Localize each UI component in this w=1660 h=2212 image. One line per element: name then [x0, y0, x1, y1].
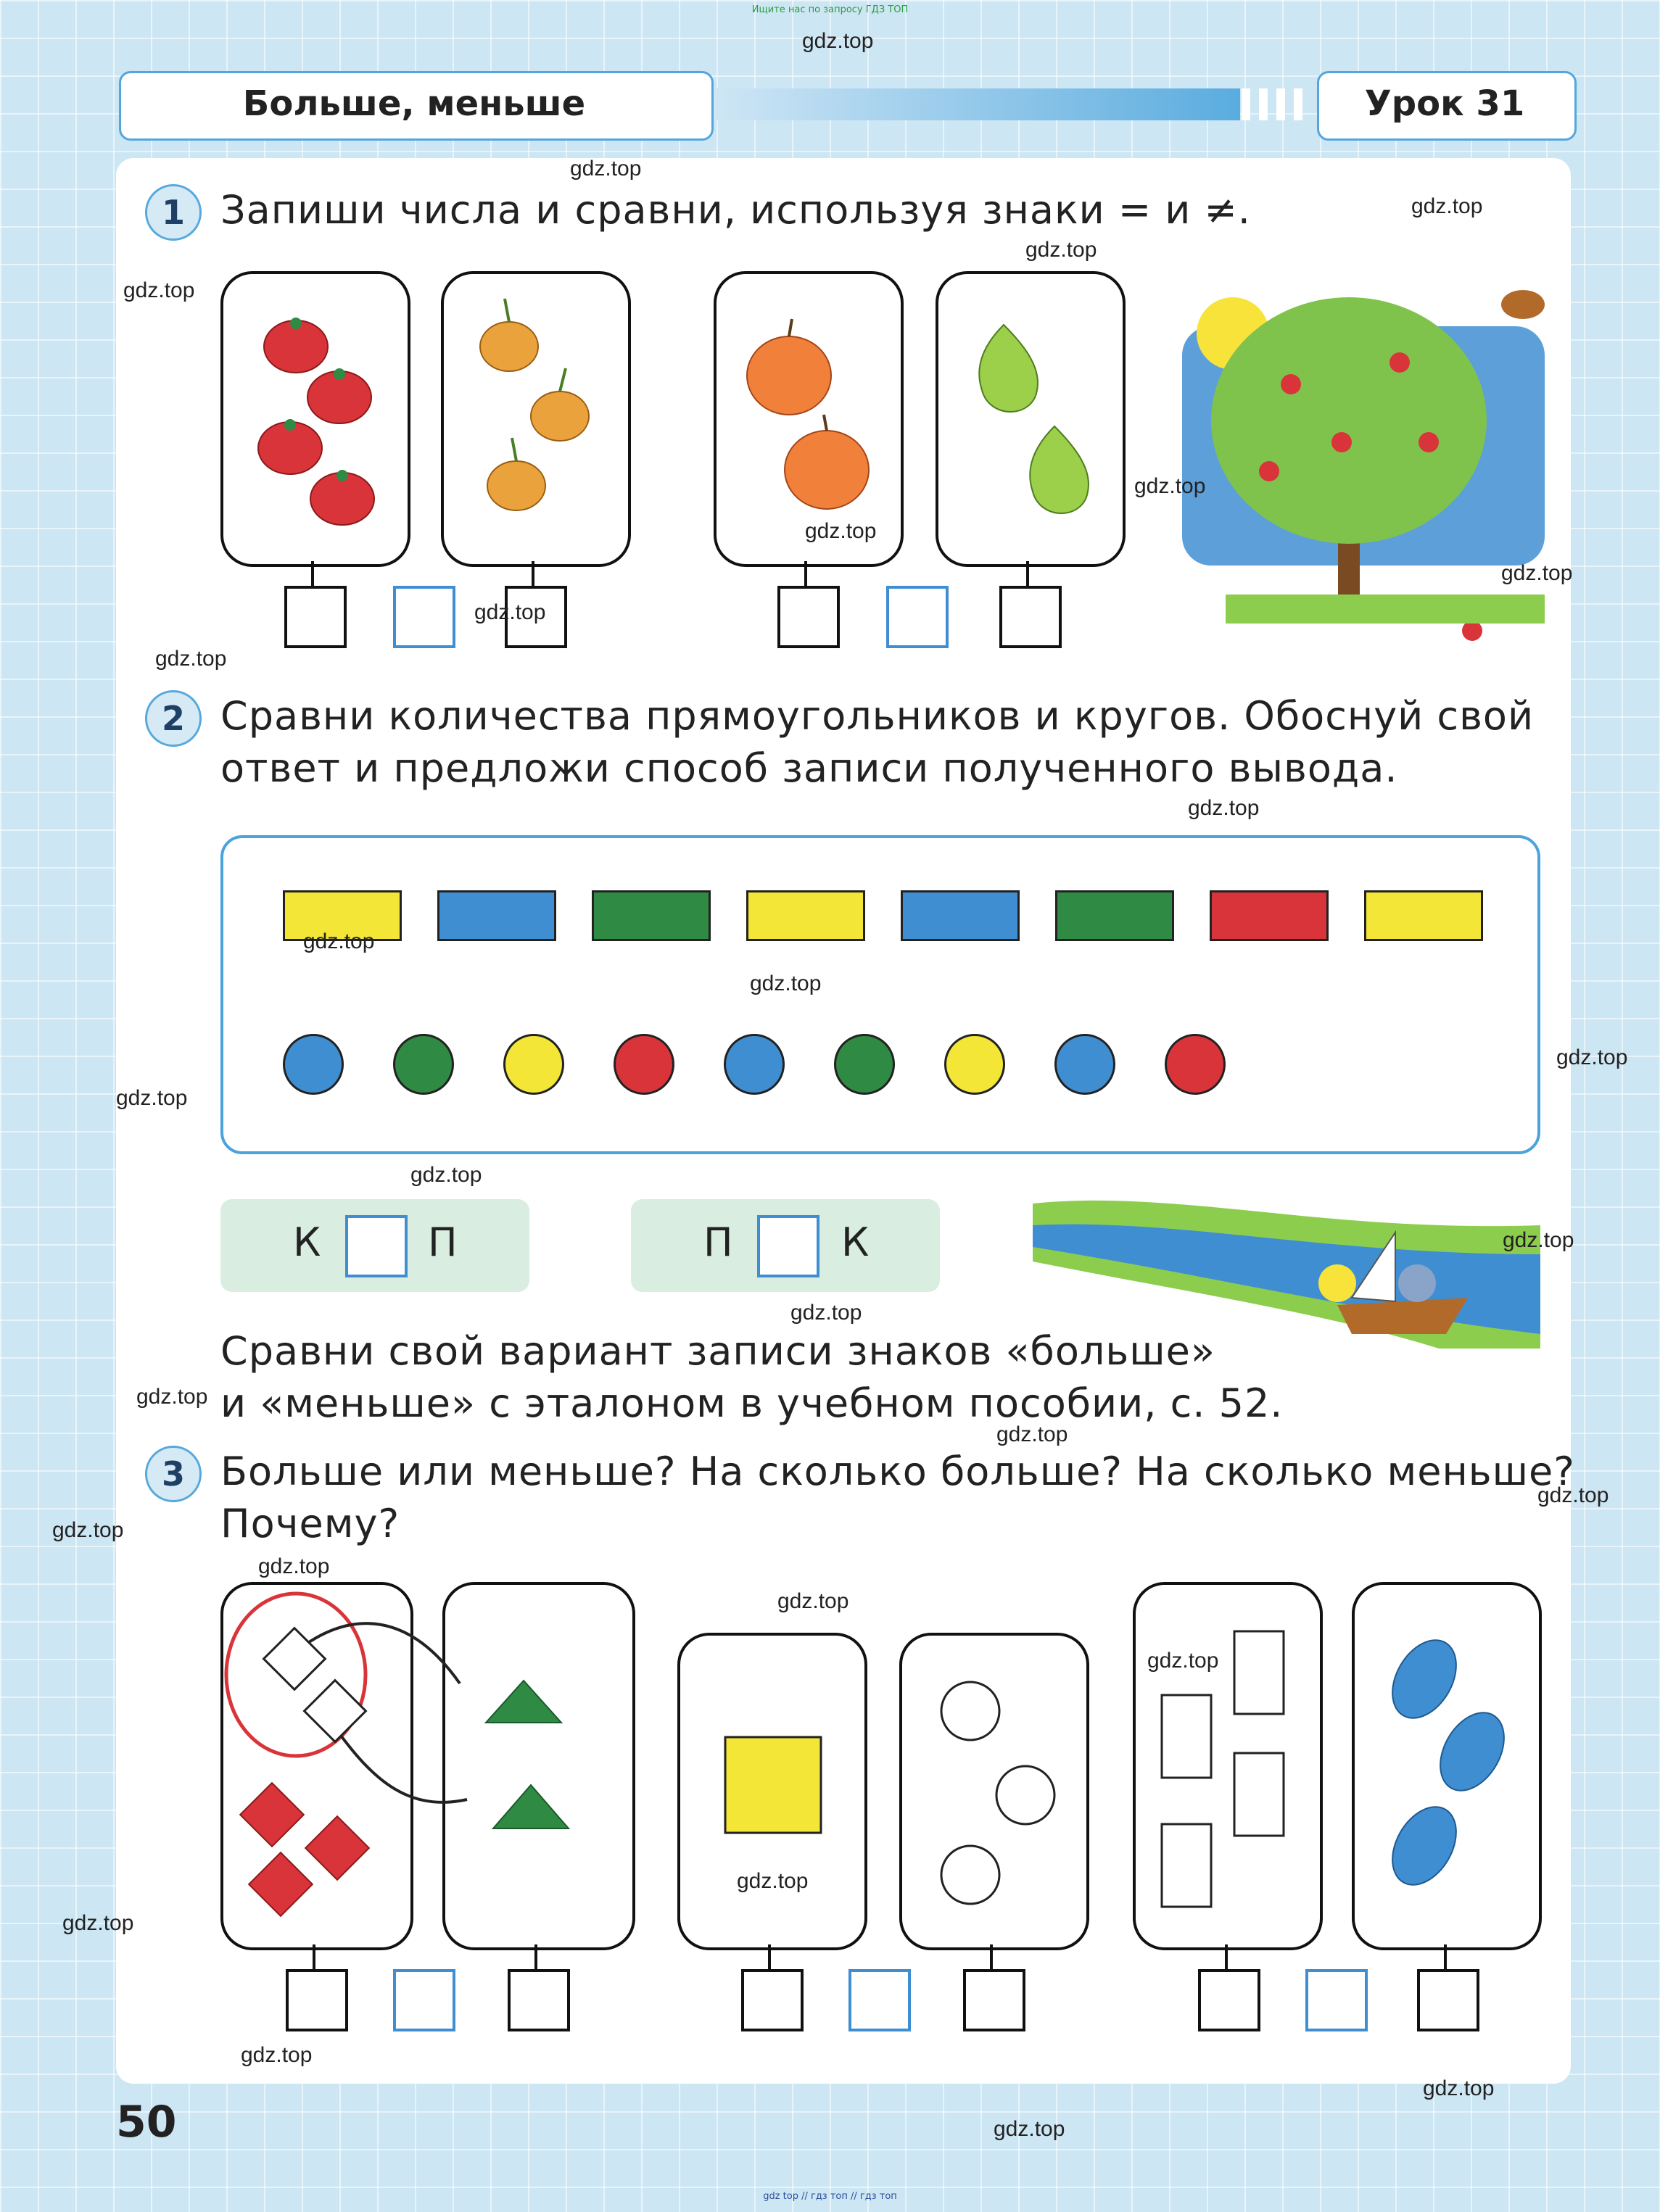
watermark: gdz.top [805, 519, 877, 543]
task2-note-line1: Сравни свой вариант записи знаков «больше» [220, 1328, 1215, 1374]
shapes-frame [220, 835, 1540, 1154]
panel1-sign-box[interactable] [345, 1215, 408, 1277]
watermark: gdz.top [52, 1518, 124, 1542]
river-boat-illustration [1033, 1189, 1540, 1349]
page-title: Больше, меньше [242, 83, 586, 124]
colored-circle [1165, 1034, 1226, 1095]
page-number: 50 [116, 2097, 177, 2147]
colored-circle [614, 1034, 674, 1095]
watermark: gdz.top [996, 1422, 1068, 1446]
answer-box-circles[interactable] [963, 1969, 1025, 2031]
panel2-sign-box[interactable] [757, 1215, 819, 1277]
yellow-square-icon [680, 1636, 864, 1947]
watermark: gdz.top [1411, 194, 1483, 218]
task3-number: 3 [145, 1446, 202, 1502]
colored-rectangle [592, 890, 711, 941]
watermark: gdz.top [474, 600, 546, 624]
answer-box-ovals[interactable] [1417, 1969, 1479, 2031]
watermark: gdz.top [790, 1301, 862, 1325]
card-pears [936, 271, 1126, 567]
connector [804, 561, 807, 586]
header-bar [711, 88, 1240, 120]
sign-box[interactable] [393, 586, 455, 648]
watermark: gdz.top [1501, 561, 1573, 585]
panel2-right: К [841, 1219, 870, 1265]
card-onions [441, 271, 631, 567]
watermark: gdz.top [737, 1869, 809, 1893]
answer-box-rectangles[interactable] [1198, 1969, 1260, 2031]
panel1-left: К [293, 1219, 321, 1265]
connector [532, 561, 534, 586]
colored-circle [283, 1034, 344, 1095]
header-stripe [1294, 88, 1302, 120]
rectangle-icon [1136, 1585, 1320, 1947]
watermark: gdz.top [155, 647, 227, 671]
diamond-triangle-matching [220, 1582, 629, 1944]
answer-box-apples[interactable] [777, 586, 840, 648]
task2-number: 2 [145, 690, 202, 747]
watermark: gdz.top [570, 157, 642, 181]
circle-icon [902, 1636, 1086, 1947]
top-search-note: Ищите нас по запросу ГДЗ ТОП [751, 4, 909, 15]
card-tomatoes [220, 271, 410, 567]
card-yellow-square [677, 1633, 867, 1950]
watermark: gdz.top [258, 1554, 330, 1578]
colored-circle [503, 1034, 564, 1095]
comparison-panel-pk [631, 1199, 940, 1292]
oval-icon [1355, 1585, 1539, 1947]
tomato-icon [223, 274, 408, 564]
sign-box[interactable] [1305, 1969, 1368, 2031]
colored-circle [724, 1034, 785, 1095]
colored-circle [1054, 1034, 1115, 1095]
answer-box-triangles[interactable] [508, 1969, 570, 2031]
connector [768, 1944, 771, 1969]
task1-text: Запиши числа и сравни, используя знаки = и ≠. [220, 187, 1251, 233]
watermark: gdz.top [303, 929, 375, 953]
colored-rectangle [901, 890, 1020, 941]
connector [990, 1944, 993, 1969]
colored-circle [944, 1034, 1005, 1095]
watermark: gdz.top [750, 972, 822, 995]
colored-circle [834, 1034, 895, 1095]
header-stripe [1242, 88, 1250, 120]
sign-box[interactable] [886, 586, 949, 648]
connector [534, 1944, 537, 1969]
watermark: gdz.top [1423, 2076, 1495, 2100]
answer-box-tomatoes[interactable] [284, 586, 347, 648]
watermark: gdz.top [241, 2043, 313, 2067]
comparison-panel-kp [220, 1199, 529, 1292]
task1-number: 1 [145, 184, 202, 241]
colored-rectangle [437, 890, 556, 941]
watermark: gdz.top [994, 2117, 1065, 2141]
connector [313, 1944, 315, 1969]
watermark: gdz.top [410, 1163, 482, 1187]
task3-text-line2: Почему? [220, 1501, 400, 1546]
connector [1225, 1944, 1228, 1969]
watermark: gdz.top [1025, 238, 1097, 262]
watermark: gdz.top [136, 1385, 208, 1409]
colored-rectangle [1055, 890, 1174, 941]
watermark: gdz.top [1147, 1649, 1219, 1673]
header-stripe [1276, 88, 1285, 120]
answer-box-diamonds[interactable] [286, 1969, 348, 2031]
panel1-right: П [428, 1219, 458, 1265]
apple-tree-illustration [1182, 276, 1545, 645]
connector [311, 561, 314, 586]
card-circles [899, 1633, 1089, 1950]
task2-note-line2: и «меньше» с эталоном в учебном пособии, с. 52. [220, 1380, 1284, 1426]
card-ovals [1352, 1582, 1542, 1950]
colored-circle [393, 1034, 454, 1095]
watermark: gdz.top [123, 278, 195, 302]
colored-rectangle [746, 890, 865, 941]
watermark: gdz.top [1537, 1483, 1609, 1507]
sign-box[interactable] [393, 1969, 455, 2031]
answer-box-pears[interactable] [999, 586, 1062, 648]
watermark: gdz.top [1556, 1045, 1628, 1069]
sign-box[interactable] [848, 1969, 911, 2031]
panel2-left: П [703, 1219, 733, 1265]
lesson-label: Урок 31 [1364, 83, 1525, 124]
header-stripe [1259, 88, 1268, 120]
card-rectangles [1133, 1582, 1323, 1950]
watermark: gdz.top [777, 1589, 849, 1613]
pear-icon [938, 274, 1123, 564]
task2-text-line1: Сравни количества прямоугольников и кругов. Обоснуй свой [220, 693, 1535, 739]
watermark: gdz.top [1188, 796, 1260, 820]
watermark: gdz.top [62, 1911, 134, 1935]
colored-rectangle [1210, 890, 1329, 941]
onion-icon [444, 274, 628, 564]
watermark: gdz.top [116, 1086, 188, 1110]
task2-text-line2: ответ и предложи способ записи полученного вывода. [220, 745, 1398, 791]
answer-box-square[interactable] [741, 1969, 804, 2031]
task3-text-line1: Больше или меньше? На сколько больше? На сколько меньше? [220, 1449, 1575, 1494]
connector [1026, 561, 1029, 586]
connector [1444, 1944, 1447, 1969]
watermark: gdz.top [1503, 1228, 1574, 1252]
watermark: gdz.top [1134, 474, 1206, 498]
watermark: gdz.top [802, 29, 874, 53]
bottom-note: gdz top // гдз топ // гдз топ [763, 2191, 897, 2202]
colored-rectangle [1364, 890, 1483, 941]
